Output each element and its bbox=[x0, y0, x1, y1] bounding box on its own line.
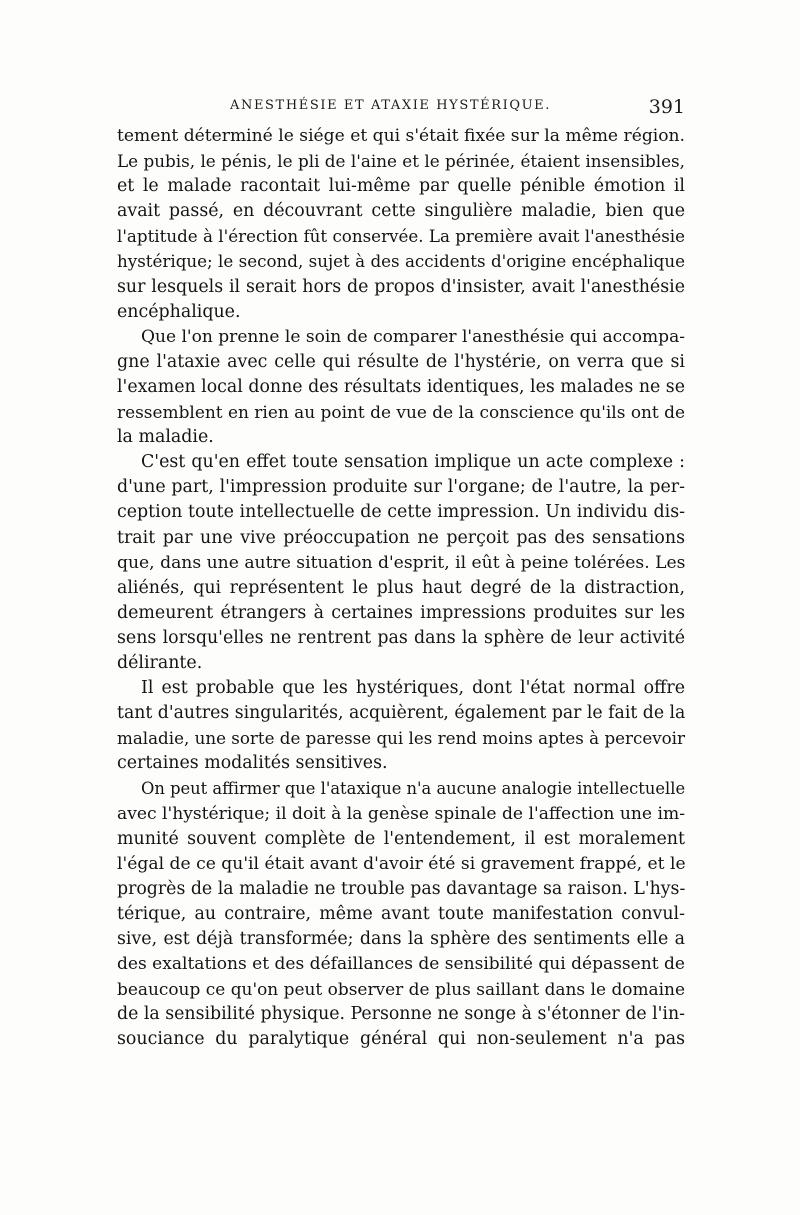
running-head: ANESTHÉSIE ET ATAXIE HYSTÉRIQUE. bbox=[230, 98, 551, 113]
text-line: certaines modalités sensitives. bbox=[117, 753, 388, 774]
text-line: sur lesquels il serait hors de propos d'insister, avait l'anesthésie bbox=[117, 276, 685, 297]
text-line: délirante. bbox=[117, 652, 203, 673]
text-line: ressemblent en rien au point de vue de la conscience qu'ils ont de bbox=[117, 402, 685, 423]
text-line: térique, au contraire, même avant toute manifestation convul- bbox=[117, 903, 685, 924]
text-line: de la sensibilité physique. Personne ne songe à s'étonner de l'in- bbox=[117, 1004, 685, 1025]
text-line: aliénés, qui représentent le plus haut degré de la distraction, bbox=[117, 577, 685, 598]
text-line: d'une part, l'impression produite sur l'organe; de l'autre, la per- bbox=[117, 477, 685, 498]
text-line: progrès de la maladie ne trouble pas davantage sa raison. L'hys- bbox=[117, 878, 686, 899]
text-line: Le pubis, le pénis, le pli de l'aine et le périnée, étaient insensibles, bbox=[117, 151, 685, 172]
text-line: encéphalique. bbox=[117, 301, 241, 322]
text-line: et le malade racontait lui-même par quelle pénible émotion il bbox=[117, 176, 685, 197]
text-line: gne l'ataxie avec celle qui résulte de l'hystérie, on verra que si bbox=[117, 351, 685, 372]
text-line: C'est qu'en effet toute sensation implique un acte complexe : bbox=[141, 452, 685, 473]
text-line: munité souvent complète de l'entendement, il est moralement bbox=[117, 828, 685, 849]
text-line: beaucoup ce qu'on peut observer de plus saillant dans le domaine bbox=[117, 979, 685, 1000]
text-line: sens lorsqu'elles ne rentrent pas dans la sphère de leur activité bbox=[117, 627, 685, 648]
text-line: souciance du paralytique général qui non-seulement n'a pas bbox=[117, 1029, 685, 1050]
text-line: tement déterminé le siége et qui s'était fixée sur la même région. bbox=[117, 126, 685, 146]
text-line: Il est probable que les hystériques, dont l'état normal offre bbox=[141, 678, 685, 699]
text-line: sive, est déjà transformée; dans la sphère des sentiments elle a bbox=[117, 929, 685, 949]
page-number: 391 bbox=[648, 96, 685, 118]
body-text bbox=[117, 124, 685, 1052]
text-line: avait passé, en découvrant cette singulière maladie, bien que bbox=[117, 201, 685, 222]
text-line: que, dans une autre situation d'esprit, il eût à peine tolérées. Les bbox=[117, 552, 686, 573]
text-line: Que l'on prenne le soin de comparer l'anesthésie qui accompa- bbox=[141, 326, 685, 347]
text-line: trait par une vive préoccupation ne perçoit pas des sensations bbox=[117, 527, 685, 548]
page-header bbox=[117, 96, 685, 124]
text-line: la maladie. bbox=[117, 427, 214, 448]
text-line: l'égal de ce qu'il était avant d'avoir été si gravement frappé, et le bbox=[117, 853, 686, 874]
text-line: avec l'hystérique; il doit à la genèse spinale de l'affection une im- bbox=[117, 803, 685, 824]
text-line: l'aptitude à l'érection fût conservée. La première avait l'anesthésie bbox=[117, 226, 686, 247]
text-line: des exaltations et des défaillances de sensibilité qui dépassent de bbox=[117, 954, 685, 975]
text-line: On peut affirmer que l'ataxique n'a aucune analogie intellectuelle bbox=[141, 779, 686, 799]
text-line: demeurent étrangers à certaines impressions produites sur les bbox=[117, 602, 685, 623]
text-line: ception toute intellectuelle de cette impression. Un individu dis- bbox=[117, 502, 685, 523]
text-line: l'examen local donne des résultats identiques, les malades ne se bbox=[117, 376, 685, 397]
text-line: maladie, une sorte de paresse qui les rend moins aptes à percevoir bbox=[117, 729, 685, 749]
text-line: tant d'autres singularités, acquièrent, également par le fait de la bbox=[117, 703, 686, 724]
text-line: hystérique; le second, sujet à des accidents d'origine encéphalique bbox=[117, 251, 685, 272]
